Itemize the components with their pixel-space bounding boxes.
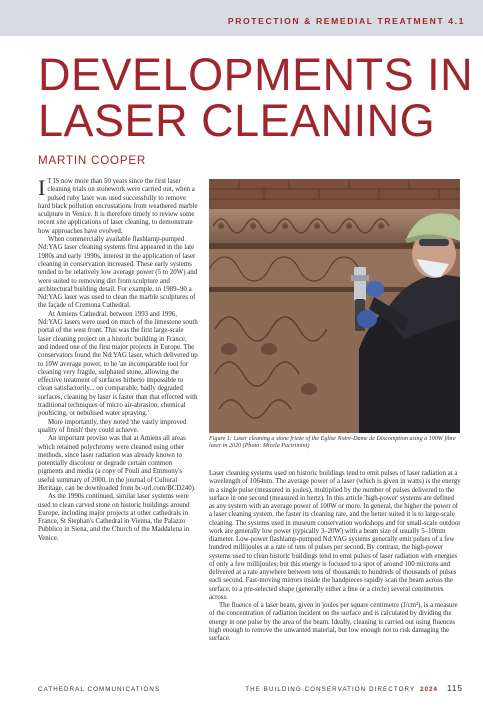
body-paragraph: The fluence of a laser beam, given in joules per square centimetre (J/cm²), is a measure of the concentration of radiation incident on the surface and is calculated by dividing the energy in one pulse by the area of the beam. Ideally, cleaning is carried out using fluences high enough to remove the unwanted material, but low enough not to risk damaging the surface. bbox=[209, 602, 458, 642]
body-paragraph: I T IS now more than 50 years since the first laser cleaning trials on stonework were carried out, when a pulsed ruby laser was used successfully to remove hard black pollution encrustations from weathered marble sculpture in Venice. It is therefore timely to review some recent site applications of laser cleaning, to demonstrate how approaches have evolved. bbox=[38, 178, 198, 235]
section-title bbox=[228, 16, 465, 26]
author-byline: MARTIN COOPER bbox=[38, 154, 147, 167]
publication-year: 2024 bbox=[419, 686, 439, 693]
photo-caption: Figure 1: Laser cleaning a stone frieze of the Église Notre-Dame de Dixcomption using a 100W fibre laser in 2020 (Photo: Micela Pucirimini) bbox=[209, 436, 456, 450]
article-photo bbox=[209, 179, 460, 433]
publication-name: THE BUILDING CONSERVATION DIRECTORY bbox=[245, 686, 416, 693]
article-title: DEVELOPMENTS IN LASER CLEANING bbox=[38, 49, 474, 146]
body-paragraph: An important proviso was that at Amiens all areas which retained polychromy were cleaned using other methods, since laser radiation was already known to potentially discolour or degrade certain common pigments and media (a copy of Pouli and Emmony's useful summary of 2000, in the journal of Cultural Heritage, can be downloaded from bc-url.com/BCD240). bbox=[38, 435, 196, 492]
right-column-text bbox=[209, 470, 461, 675]
laser-cleaning-photo bbox=[209, 179, 460, 433]
footer-publisher: CATHEDRAL COMMUNICATIONS bbox=[38, 686, 161, 693]
drop-cap: I bbox=[38, 178, 46, 200]
body-paragraph: As the 1990s continued, similar laser systems were used to clean carved stone on historic buildings around Europe, including major projects at other cathedrals in France, St Stephan's Cathedral in Vienna, the Palazzo Pubblico in Siena, and the Church of the Maddalena in Venice. bbox=[38, 493, 190, 542]
body-paragraph: When commercially available flashlamp-pumped Nd:YAG laser cleaning systems first appeared in the late 1980s and early 1990s, interest in the application of laser cleaning in conservation increased. These early systems tended to be relatively low average power (5 to 20W) and were suited to removing dirt from sculpture and architectural building detail. For example, in 1989–90 a Nd:YAG laser was used to clean the marble sculptures of the façade of Cremona Cathedral. bbox=[38, 236, 198, 310]
section-number: 4.1 bbox=[448, 16, 465, 26]
footer-publication bbox=[245, 684, 463, 693]
left-column-text bbox=[38, 178, 198, 674]
body-paragraph: Laser cleaning systems used on historic buildings tend to emit pulses of laser radiation at a wavelength of 1064nm. The average power of a laser (which is given in watts) is the energy in a single pulse (measured in joules), multiplied by the number of pulses delivered to the surface in one second (measured in hertz). In this article 'high-power' systems are defined as any system with an average power of 100W or more. In general, the higher the power of a laser cleaning system, the faster its cleaning rate, and the better suited it is to large-scale cleaning. The systems used in museum conservation workshops and for small-scale outdoor work are generally low power (typically 3–20W) with a beam size of usually 5–10mm diameter. Low-power flashlamp-pumped Nd:YAG systems generally emit pulses of a few hundred millijoules at a rate of tens of pulses per second. By contrast, the high-power systems used to clean historic buildings tend to emit pulses of laser radiation with energies of only a few millijoules; but this energy is focused to a spot of around 100 microns and delivered at a rate anywhere between tens of thousands to hundreds of thousands of pulses each second. Fast-moving mirrors inside the handpieces rapidly scan the beam across the surface, to a pre-selected shape (generally either a line or a circle) several centimetres across. bbox=[209, 470, 461, 601]
section-name: PROTECTION & REMEDIAL TREATMENT bbox=[227, 16, 445, 26]
body-paragraph: More importantly, they noted 'the vastly improved quality of finish' they could achieve. bbox=[38, 418, 187, 434]
page-number: 115 bbox=[446, 684, 463, 693]
body-paragraph: At Amiens Cathedral, between 1993 and 1996, Nd:YAG lasers were used on much of the limestone south portal of the west front. This was the first large-scale laser cleaning project on a historic building in France, and indeed one of the first major projects in Europe. The conservators found the Nd:YAG laser, which delivered up to 10W average power, to be 'an incomparable tool for cleaning very fragile, sulphated stone, allowing the effective treatment of surfaces hitherto impossible to clean satisfactorily... on comparable, badly degraded surfaces, cleaning by laser is faster than that effected with traditional techniques of micro air-abrasion, chemical poulticing, or nebulised water spraying.' bbox=[38, 310, 198, 418]
